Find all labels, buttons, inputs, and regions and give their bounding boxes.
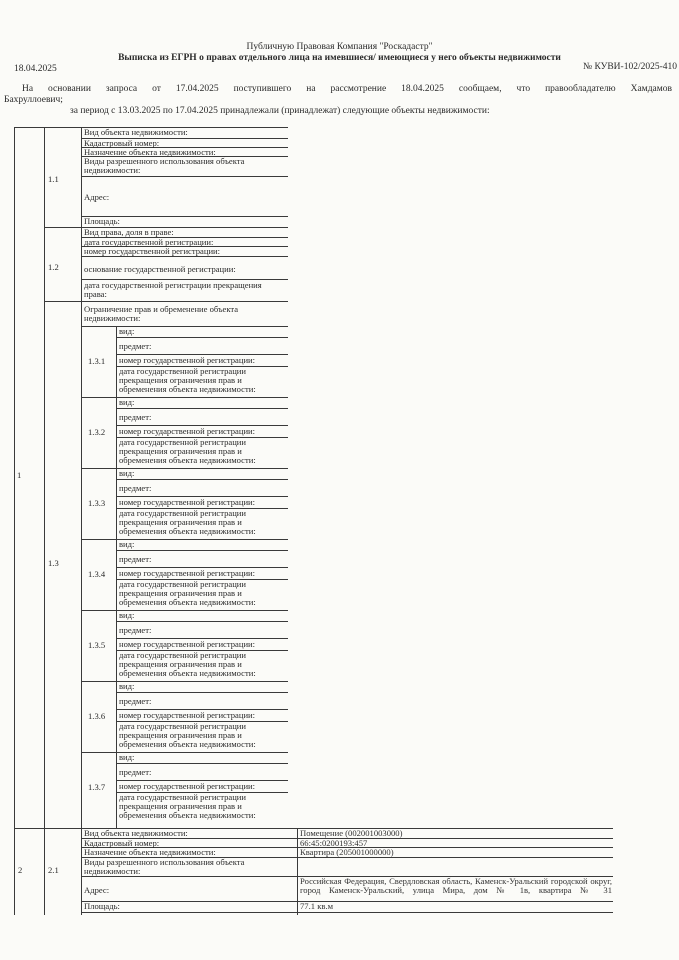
row-label-1-2-3: основание государственной регистрации: [84, 265, 236, 274]
restriction-subject-label: предмет: [119, 768, 152, 777]
row-line [81, 176, 288, 177]
row-value-2-1-2: Квартира (205001000000) [300, 848, 394, 857]
row-label-1-2-2: номер государственной регистрации: [84, 247, 221, 256]
section-1-left-border [14, 127, 15, 828]
restriction-regnum-label: номер государственной регистрации: [119, 640, 256, 649]
subsection-2-1-number: 2.1 [48, 865, 59, 875]
row-label-1-1-3: Виды разрешенного использования объекта недвижимости: [84, 157, 245, 175]
row-line [81, 279, 288, 280]
restriction-regnum-label: номер государственной регистрации: [119, 711, 256, 720]
subsection-1-3-number: 1.3 [48, 558, 59, 568]
row-line [116, 638, 288, 639]
document-date: 18.04.2025 [14, 64, 57, 74]
intro-line-3: за период с 13.03.2025 по 17.04.2025 принадлежали (принадлежат) следующие объекты недвижимости: [70, 106, 490, 116]
row-line [116, 425, 288, 426]
row-line [81, 912, 613, 913]
restriction-regnum-label: номер государственной регистрации: [119, 356, 256, 365]
restriction-enddate-label: дата государственной регистрации прекращения ограничения прав и обременения объекта недвижимости: [119, 580, 256, 607]
restriction-kind-label: вид: [119, 540, 135, 549]
restriction-subject-label: предмет: [119, 697, 152, 706]
row-line [116, 763, 288, 764]
subsection-1-1-number: 1.1 [48, 174, 59, 184]
restriction-enddate-label: дата государственной регистрации прекращения ограничения прав и обременения объекта недвижимости: [119, 509, 256, 536]
row-label-1-1-4: Адрес: [84, 193, 110, 202]
restriction-number-1.3.7: 1.3.7 [88, 782, 106, 792]
row-label-2-1-3: Виды разрешенного использования объекта недвижимости: [84, 858, 245, 876]
restriction-regnum-label: номер государственной регистрации: [119, 427, 256, 436]
row-label-2-1-1: Кадастровый номер: [84, 839, 160, 848]
restriction-subject-label: предмет: [119, 626, 152, 635]
restriction-enddate-label: дата государственной регистрации прекращения ограничения прав и обременения объекта недвижимости: [119, 438, 256, 465]
subsection-1-2-number: 1.2 [48, 262, 59, 272]
row-line [81, 256, 288, 257]
document-title: Выписка из ЕГРН о правах отдельного лица на имевшиеся/ имеющиеся у него объекты недвижимости [118, 53, 561, 63]
restriction-subject-label: предмет: [119, 555, 152, 564]
restriction-enddate-label: дата государственной регистрации прекращения ограничения прав и обременения объекта недвижимости: [119, 722, 256, 749]
row-label-1-2-4: дата государственной регистрации прекращения права: [84, 281, 262, 299]
restriction-regnum-label: номер государственной регистрации: [119, 498, 256, 507]
row-line [116, 780, 288, 781]
row-line [116, 496, 288, 497]
restriction-heading: Ограничение прав и обременение объекта недвижимости: [84, 305, 239, 323]
row-line [116, 408, 288, 409]
row-line [116, 709, 288, 710]
row-line [116, 337, 288, 338]
restriction-regnum-label: номер государственной регистрации: [119, 569, 256, 578]
restriction-kind-label: вид: [119, 469, 135, 478]
row-label-2-1-4: Адрес: [84, 886, 110, 895]
row-label-2-1-5: Площадь: [84, 902, 120, 911]
subsection-line [44, 227, 81, 228]
row-value-2-1-1: 66:45:0200193:457 [300, 839, 368, 848]
section-2-number: 2 [18, 865, 23, 875]
subsection-divider [81, 127, 82, 828]
restriction-number-1.3.6: 1.3.6 [88, 711, 106, 721]
row-label-1-1-0: Вид объекта недвижимости: [84, 128, 188, 137]
section-2-divider [44, 828, 45, 915]
restriction-kind-label: вид: [119, 327, 135, 336]
restriction-number-1.3.5: 1.3.5 [88, 640, 106, 650]
restriction-subject-label: предмет: [119, 342, 152, 351]
restriction-enddate-label: дата государственной регистрации прекращения ограничения прав и обременения объекта недвижимости: [119, 793, 256, 820]
row-label-2-1-2: Назначение объекта недвижимости: [84, 848, 216, 857]
section-1-divider [44, 127, 45, 828]
row-label-1-1-5: Площадь: [84, 217, 120, 226]
row-line [116, 621, 288, 622]
row-line [116, 692, 288, 693]
row-label-1-1-2: Назначение объекта недвижимости: [84, 148, 216, 157]
restriction-regnum-label: номер государственной регистрации: [119, 782, 256, 791]
subsection-line [44, 301, 288, 302]
restriction-kind-label: вид: [119, 611, 135, 620]
restriction-enddate-label: дата государственной регистрации прекращения ограничения прав и обременения объекта недвижимости: [119, 367, 256, 394]
restriction-enddate-label: дата государственной регистрации прекращения ограничения прав и обременения объекта недвижимости: [119, 651, 256, 678]
document-number: № КУВИ-102/2025-410 [583, 62, 677, 72]
restriction-kind-label: вид: [119, 753, 135, 762]
restriction-kind-label: вид: [119, 682, 135, 691]
restriction-number-1.3.3: 1.3.3 [88, 498, 106, 508]
restriction-number-1.3.4: 1.3.4 [88, 569, 106, 579]
section-1-number: 1 [17, 470, 22, 480]
row-line [116, 354, 288, 355]
restriction-number-1.3.2: 1.3.2 [88, 427, 106, 437]
row-label-1-2-1: дата государственной регистрации: [84, 238, 214, 247]
row-label-1-1-1: Кадастровый номер: [84, 139, 160, 148]
restriction-subject-label: предмет: [119, 413, 152, 422]
row-line [116, 479, 288, 480]
restriction-number-1.3.1: 1.3.1 [88, 356, 106, 366]
row-label-2-1-0: Вид объекта недвижимости: [84, 829, 188, 838]
restriction-subject-label: предмет: [119, 484, 152, 493]
row-line [116, 550, 288, 551]
intro-line-2: Бахруллоевич; [4, 95, 63, 105]
row-label-1-2-0: Вид права, доля в праве: [84, 228, 174, 237]
row-value-2-1-5: 77.1 кв.м [300, 902, 334, 911]
row-value-2-1-4: Российская Федерация, Свердловская область, Каменск-Уральский городской округ, город Каменск-Уральский, улица Мира, дом № 1в, квартира № 31 [300, 877, 612, 895]
company-name: Публичную Правовая Компания "Роскадастр" [246, 42, 433, 52]
section-2-left-border [14, 828, 15, 915]
restriction-kind-label: вид: [119, 398, 135, 407]
intro-line-1: На основании запроса от 17.04.2025 поступившего на рассмотрение 18.04.2025 сообщаем, что правообладателю Хамдамов [22, 84, 672, 94]
row-line [116, 567, 288, 568]
row-value-2-1-0: Помещение (002001003000) [300, 829, 403, 838]
